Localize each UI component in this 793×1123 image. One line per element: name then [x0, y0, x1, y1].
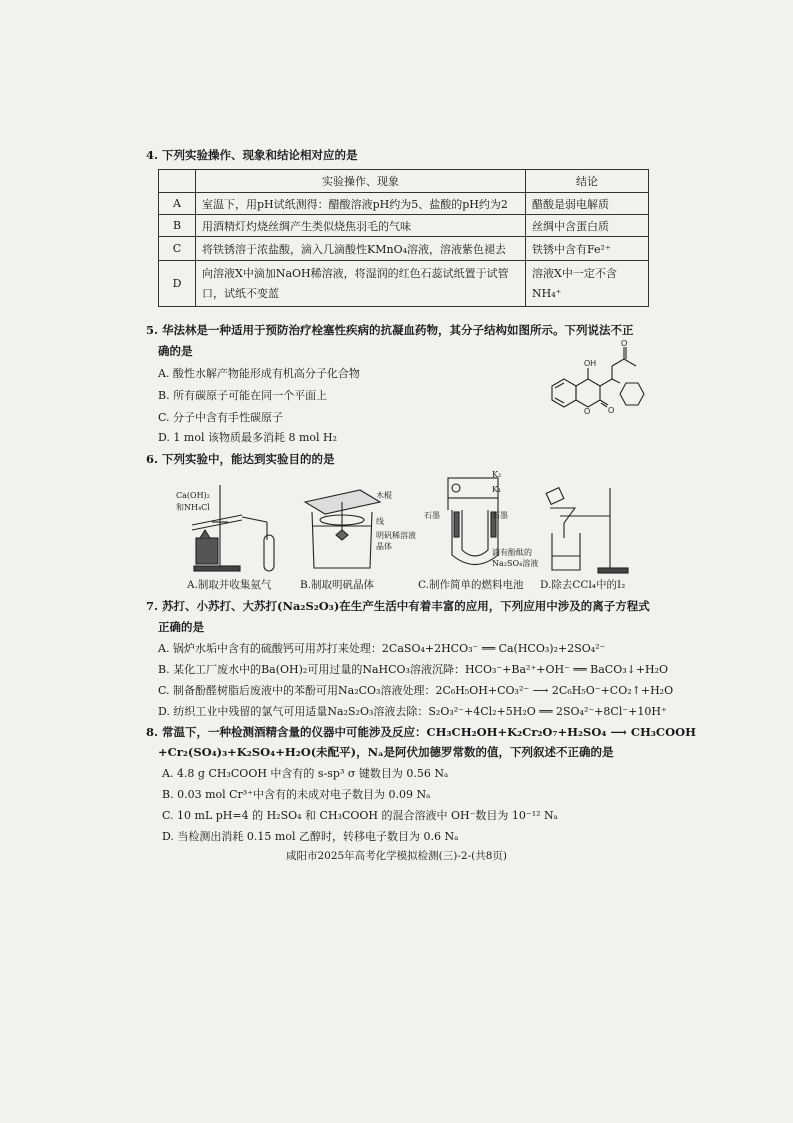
fig-c-k1: K₁	[492, 485, 502, 494]
q7-option-c: C. 制备酚醛树脂后废液中的苯酚可用Na₂CO₃溶液处理：2C₆H₅OH+CO₃²⁻ ⟶ 2C₆H₅O⁻+CO₂↑+H₂O	[158, 684, 674, 697]
fig-c-caption: C.制作简单的燃料电池	[418, 579, 524, 591]
header-label	[159, 170, 196, 193]
fig-c-solution-2: Na₂SO₄溶液	[492, 559, 539, 568]
row-operation: 将铁锈溶于浓盐酸，滴入几滴酸性KMnO₄溶液，溶液紫色褪去	[196, 237, 526, 261]
q8-option-b: B. 0.03 mol Cr³⁺中含有的未成对电子数目为 0.09 Nₐ	[162, 788, 431, 801]
row-operation: 向溶液X中滴加NaOH稀溶液，将湿润的红色石蕊试纸置于试管口，试纸不变蓝	[196, 261, 526, 307]
table-row	[159, 237, 649, 261]
figure-d-filtration-icon	[540, 478, 635, 575]
row-operation: 用酒精灯灼烧丝绸产生类似烧焦羽毛的气味	[196, 215, 526, 237]
table-row	[159, 193, 649, 215]
row-conclusion: 铁锈中含有Fe²⁺	[526, 237, 649, 261]
q7-option-a: A. 锅炉水垢中含有的硫酸钙可用苏打来处理：2CaSO₄+2HCO₃⁻ ══ Ca(HCO₃)₂+2SO₄²⁻	[158, 642, 606, 655]
q6-stem: 6. 下列实验中，能达到实验目的的是	[146, 452, 335, 466]
q8-option-d: D. 当检测出消耗 0.15 mol 乙醇时，转移电子数目为 0.6 Nₐ	[162, 830, 459, 843]
fig-a-reagent-1: Ca(OH)₂	[176, 491, 210, 500]
fig-b-label-solution: 明矾稀溶液	[376, 531, 416, 540]
ring-o-label: O	[584, 407, 591, 416]
row-label: A	[159, 193, 196, 215]
fig-b-caption: B.制取明矾晶体	[300, 579, 375, 591]
q7-option-b: B. 某化工厂废水中的Ba(OH)₂可用过量的NaHCO₃溶液沉降：HCO₃⁻+Ba²⁺+OH⁻ ══ BaCO₃↓+H₂O	[158, 663, 669, 676]
header-operation: 实验操作、现象	[196, 170, 526, 193]
fig-a-caption: A.制取并收集氨气	[187, 579, 272, 591]
fig-c-k2: K₂	[492, 470, 502, 479]
oh-label: OH	[584, 359, 596, 368]
table-row	[159, 215, 649, 237]
q5-option-c: C. 分子中含有手性碳原子	[158, 411, 284, 424]
q7-stem-line2: 正确的是	[158, 620, 204, 634]
row-label: C	[159, 237, 196, 261]
row-operation: 室温下，用pH试纸测得：醋酸溶液pH约为5、盐酸的pH约为2	[196, 193, 526, 215]
q4-stem: 4. 下列实验操作、现象和结论相对应的是	[146, 148, 358, 162]
table-header-row	[159, 170, 649, 193]
fig-d-caption: D.除去CCl₄中的I₂	[540, 579, 626, 591]
q7-option-d: D. 纺织工业中残留的氯气可用适量Na₂S₂O₃溶液去除：S₂O₃²⁻+4Cl₂+5H₂O ══ 2SO₄²⁻+8Cl⁻+10H⁺	[158, 705, 667, 718]
q8-stem-line1: 8. 常温下，一种检测酒精含量的仪器中可能涉及反应：CH₃CH₂OH+K₂Cr₂O₇+H₂SO₄ ⟶ CH₃COOH	[146, 725, 696, 739]
fig-a-reagent-2: 和NH₄Cl	[176, 503, 210, 512]
q5-stem-line1: 5. 华法林是一种适用于预防治疗栓塞性疾病的抗凝血药物，其分子结构如图所示。下列说法不正	[146, 323, 634, 337]
q5-option-d: D. 1 mol 该物质最多消耗 8 mol H₂	[158, 431, 338, 444]
q8-option-a: A. 4.8 g CH₃COOH 中含有的 s-sp³ σ 键数目为 0.56 Nₐ	[162, 767, 449, 780]
page-footer: 咸阳市2025年高考化学模拟检测(三)-2-(共8页)	[285, 850, 508, 862]
q8-option-c: C. 10 mL pH=4 的 H₂SO₄ 和 CH₃COOH 的混合溶液中 OH⁻数目为 10⁻¹² Nₐ	[162, 809, 558, 822]
q4-table	[158, 169, 649, 307]
figure-b-alum-crystal-icon	[300, 480, 385, 575]
lactone-o-label: O	[608, 406, 615, 415]
row-conclusion: 醋酸是弱电解质	[526, 193, 649, 215]
row-label: B	[159, 215, 196, 237]
q5-option-b: B. 所有碳原子可能在同一个平面上	[158, 389, 328, 402]
ketone-o-label: O	[621, 339, 628, 348]
fig-c-right-electrode: 石墨	[492, 511, 508, 520]
fig-b-label-crystal: 晶体	[376, 542, 392, 551]
q8-stem-line2: +Cr₂(SO₄)₃+K₂SO₄+H₂O(未配平)，Nₐ是阿伏加德罗常数的值，下列叙述不正确的是	[158, 745, 614, 759]
table-row	[159, 261, 649, 307]
fig-b-label-stick: 木棍	[376, 491, 392, 500]
q5-option-a: A. 酸性水解产物能形成有机高分子化合物	[158, 367, 360, 380]
fig-c-solution-1: 滴有酚酞的	[492, 548, 532, 557]
row-conclusion: 溶液X中一定不含NH₄⁺	[526, 261, 649, 307]
row-label: D	[159, 261, 196, 307]
fig-c-left-electrode: 石墨	[424, 511, 440, 520]
row-conclusion: 丝绸中含蛋白质	[526, 215, 649, 237]
q7-stem-line1: 7. 苏打、小苏打、大苏打(Na₂S₂O₃)在生产生活中有着丰富的应用，下列应用中涉及的离子方程式	[146, 599, 650, 613]
warfarin-structure-icon	[540, 338, 670, 423]
fig-b-label-thread: 线	[376, 517, 384, 526]
header-conclusion: 结论	[526, 170, 649, 193]
q5-stem-line2: 确的是	[158, 344, 193, 358]
